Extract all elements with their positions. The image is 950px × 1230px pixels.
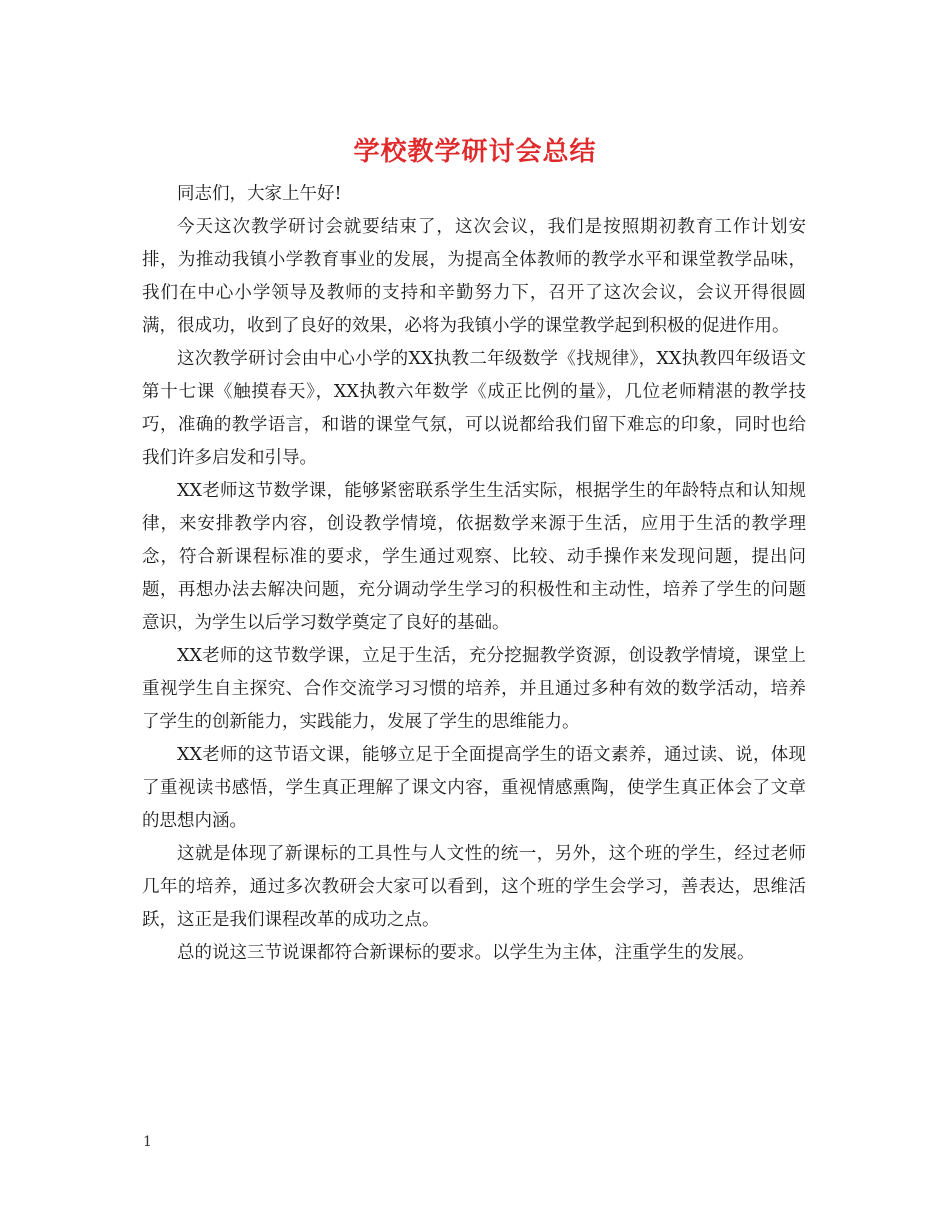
paragraph-greeting: 同志们，大家上午好! (177, 184, 342, 204)
paragraph-chinese-lesson: XX老师的这节语文课，能够立足于全面提高学生的语文素养，通过读、说，体现了重视读书感悟，学生真正理解了课文内容，重视情感熏陶，使学生真正体会了文章的思想内涵。 (142, 745, 806, 831)
page-number: 1 (143, 1134, 152, 1150)
paragraph-intro: 今天这次教学研讨会就要结束了，这次会议，我们是按照期初教育工作计划安排，为推动我镇小学教育事业的发展，为提高全体教师的教学水平和课堂教学品味，我们在中心小学领导及教师的支持和辛勤努力下，召开了这次会议，会议开得很圆满，很成功，收到了良好的效果，必将为我镇小学的课堂教学起到积极的促进作用。 (142, 217, 806, 336)
document-title: 学校教学研讨会总结 (353, 137, 597, 167)
paragraph-math-lesson-1: XX老师这节数学课，能够紧密联系学生生活实际，根据学生的年龄特点和认知规律，来安排教学内容，创设教学情境，依据数学来源于生活，应用于生活的教学理念，符合新课程标准的要求，学生通过观察、比较、动手操作来发现问题，提出问题，再想办法去解决问题，充分调动学生学习的积极性和主动性，培养了学生的问题意识，为学生以后学习数学奠定了良好的基础。 (142, 481, 806, 633)
paragraph-summary: 总的说这三节说课都符合新课标的要求。以学生为主体，注重学生的发展。 (177, 943, 755, 963)
document-body (142, 178, 806, 970)
paragraph-math-lesson-2: XX老师的这节数学课，立足于生活，充分挖掘教学资源，创设教学情境，课堂上重视学生自主探究、合作交流学习习惯的培养，并且通过多种有效的数学活动，培养了学生的创新能力，实践能力，发展了学生的思维能力。 (142, 646, 806, 732)
paragraph-curriculum-reform: 这就是体现了新课标的工具性与人文性的统一，另外，这个班的学生，经过老师几年的培养，通过多次教研会大家可以看到，这个班的学生会学习，善表达，思维活跃，这正是我们课程改革的成功之点。 (142, 844, 806, 930)
paragraph-lessons-overview: 这次教学研讨会由中心小学的XX执教二年级数学《找规律》，XX执教四年级语文第十七课《触摸春天》，XX执教六年数学《成正比例的量》，几位老师精湛的教学技巧，准确的教学语言，和谐的课堂气氛，可以说都给我们留下难忘的印象，同时也给我们许多启发和引导。 (142, 349, 806, 468)
